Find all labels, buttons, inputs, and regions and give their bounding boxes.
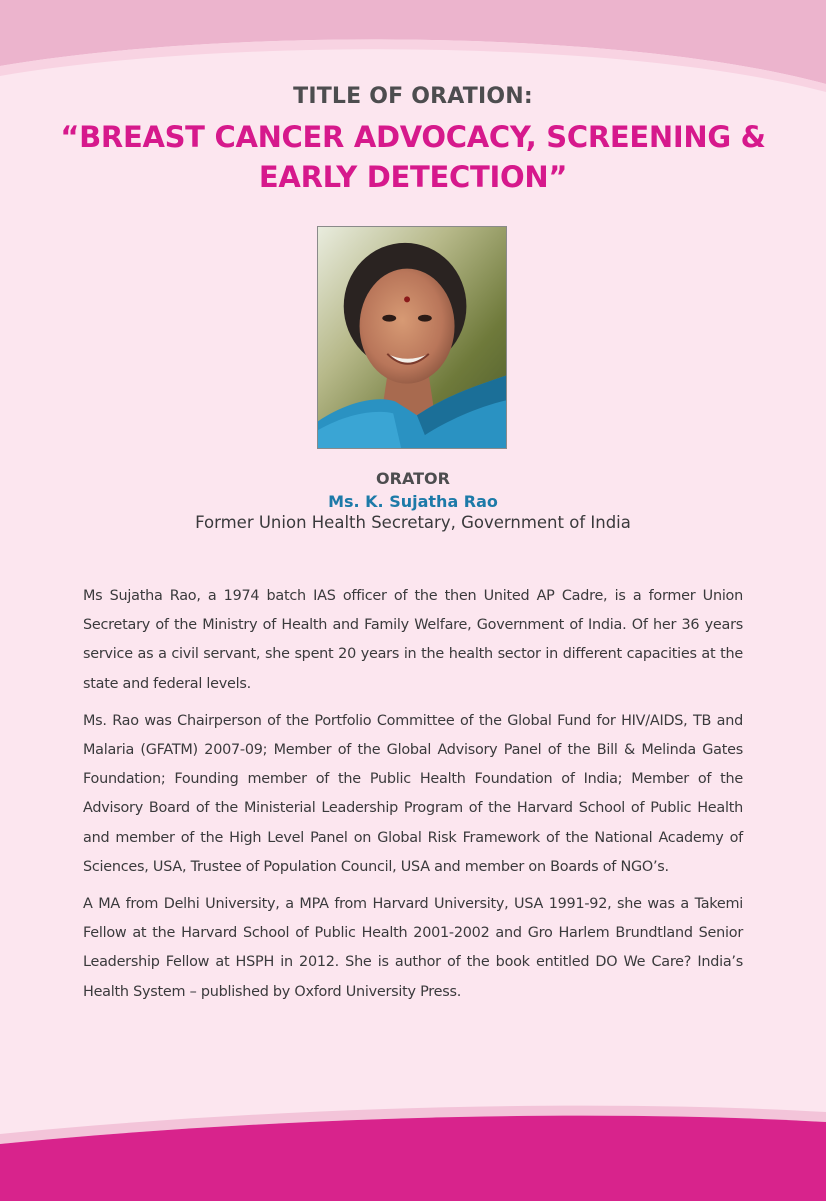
bio-paragraph: Ms. Rao was Chairperson of the Portfolio Committee of the Global Fund for HIV/AIDS, TB and Malaria (GFATM) 2007-09; Member of the Global Advisory Panel of the Bill & Melinda Gates Foundation; Founding member of the Public Health Foundation of India; Member of the Advisory Board of the Ministerial Leadership Program of the Harvard School of Public Health and member of the High Level Panel on Global Risk Framework of the National Academy of Sciences, USA, Trustee of Population Council, USA and member on Boards of NGO’s. <box>83 712 743 875</box>
orator-label: ORATOR <box>376 469 450 488</box>
orator-role: Former Union Health Secretary, Government of India <box>195 513 631 532</box>
oration-title-label: TITLE OF ORATION: <box>293 84 533 109</box>
orator-photo <box>317 226 507 449</box>
orator-biography <box>83 582 743 1015</box>
bio-paragraph: Ms Sujatha Rao, a 1974 batch IAS officer of the then United AP Cadre, is a former Union Secretary of the Ministry of Health and Family Welfare, Government of India. Of her 36 years service as a civil servant, she spent 20 years in the health sector in different capacities at the state and federal levels. <box>83 588 743 692</box>
orator-name: Ms. K. Sujatha Rao <box>328 492 498 511</box>
oration-title: “BREAST CANCER ADVOCACY, SCREENING & EARLY DETECTION” <box>60 120 766 194</box>
bio-paragraph: A MA from Delhi University, a MPA from Harvard University, USA 1991-92, she was a Takemi Fellow at the Harvard School of Public Health 2001-2002 and Gro Harlem Brundtland Senior Leadership Fellow at HSPH in 2012. She is author of the book entitled DO We Care? India’s Health System – published by Oxford University Press. <box>83 896 743 1000</box>
